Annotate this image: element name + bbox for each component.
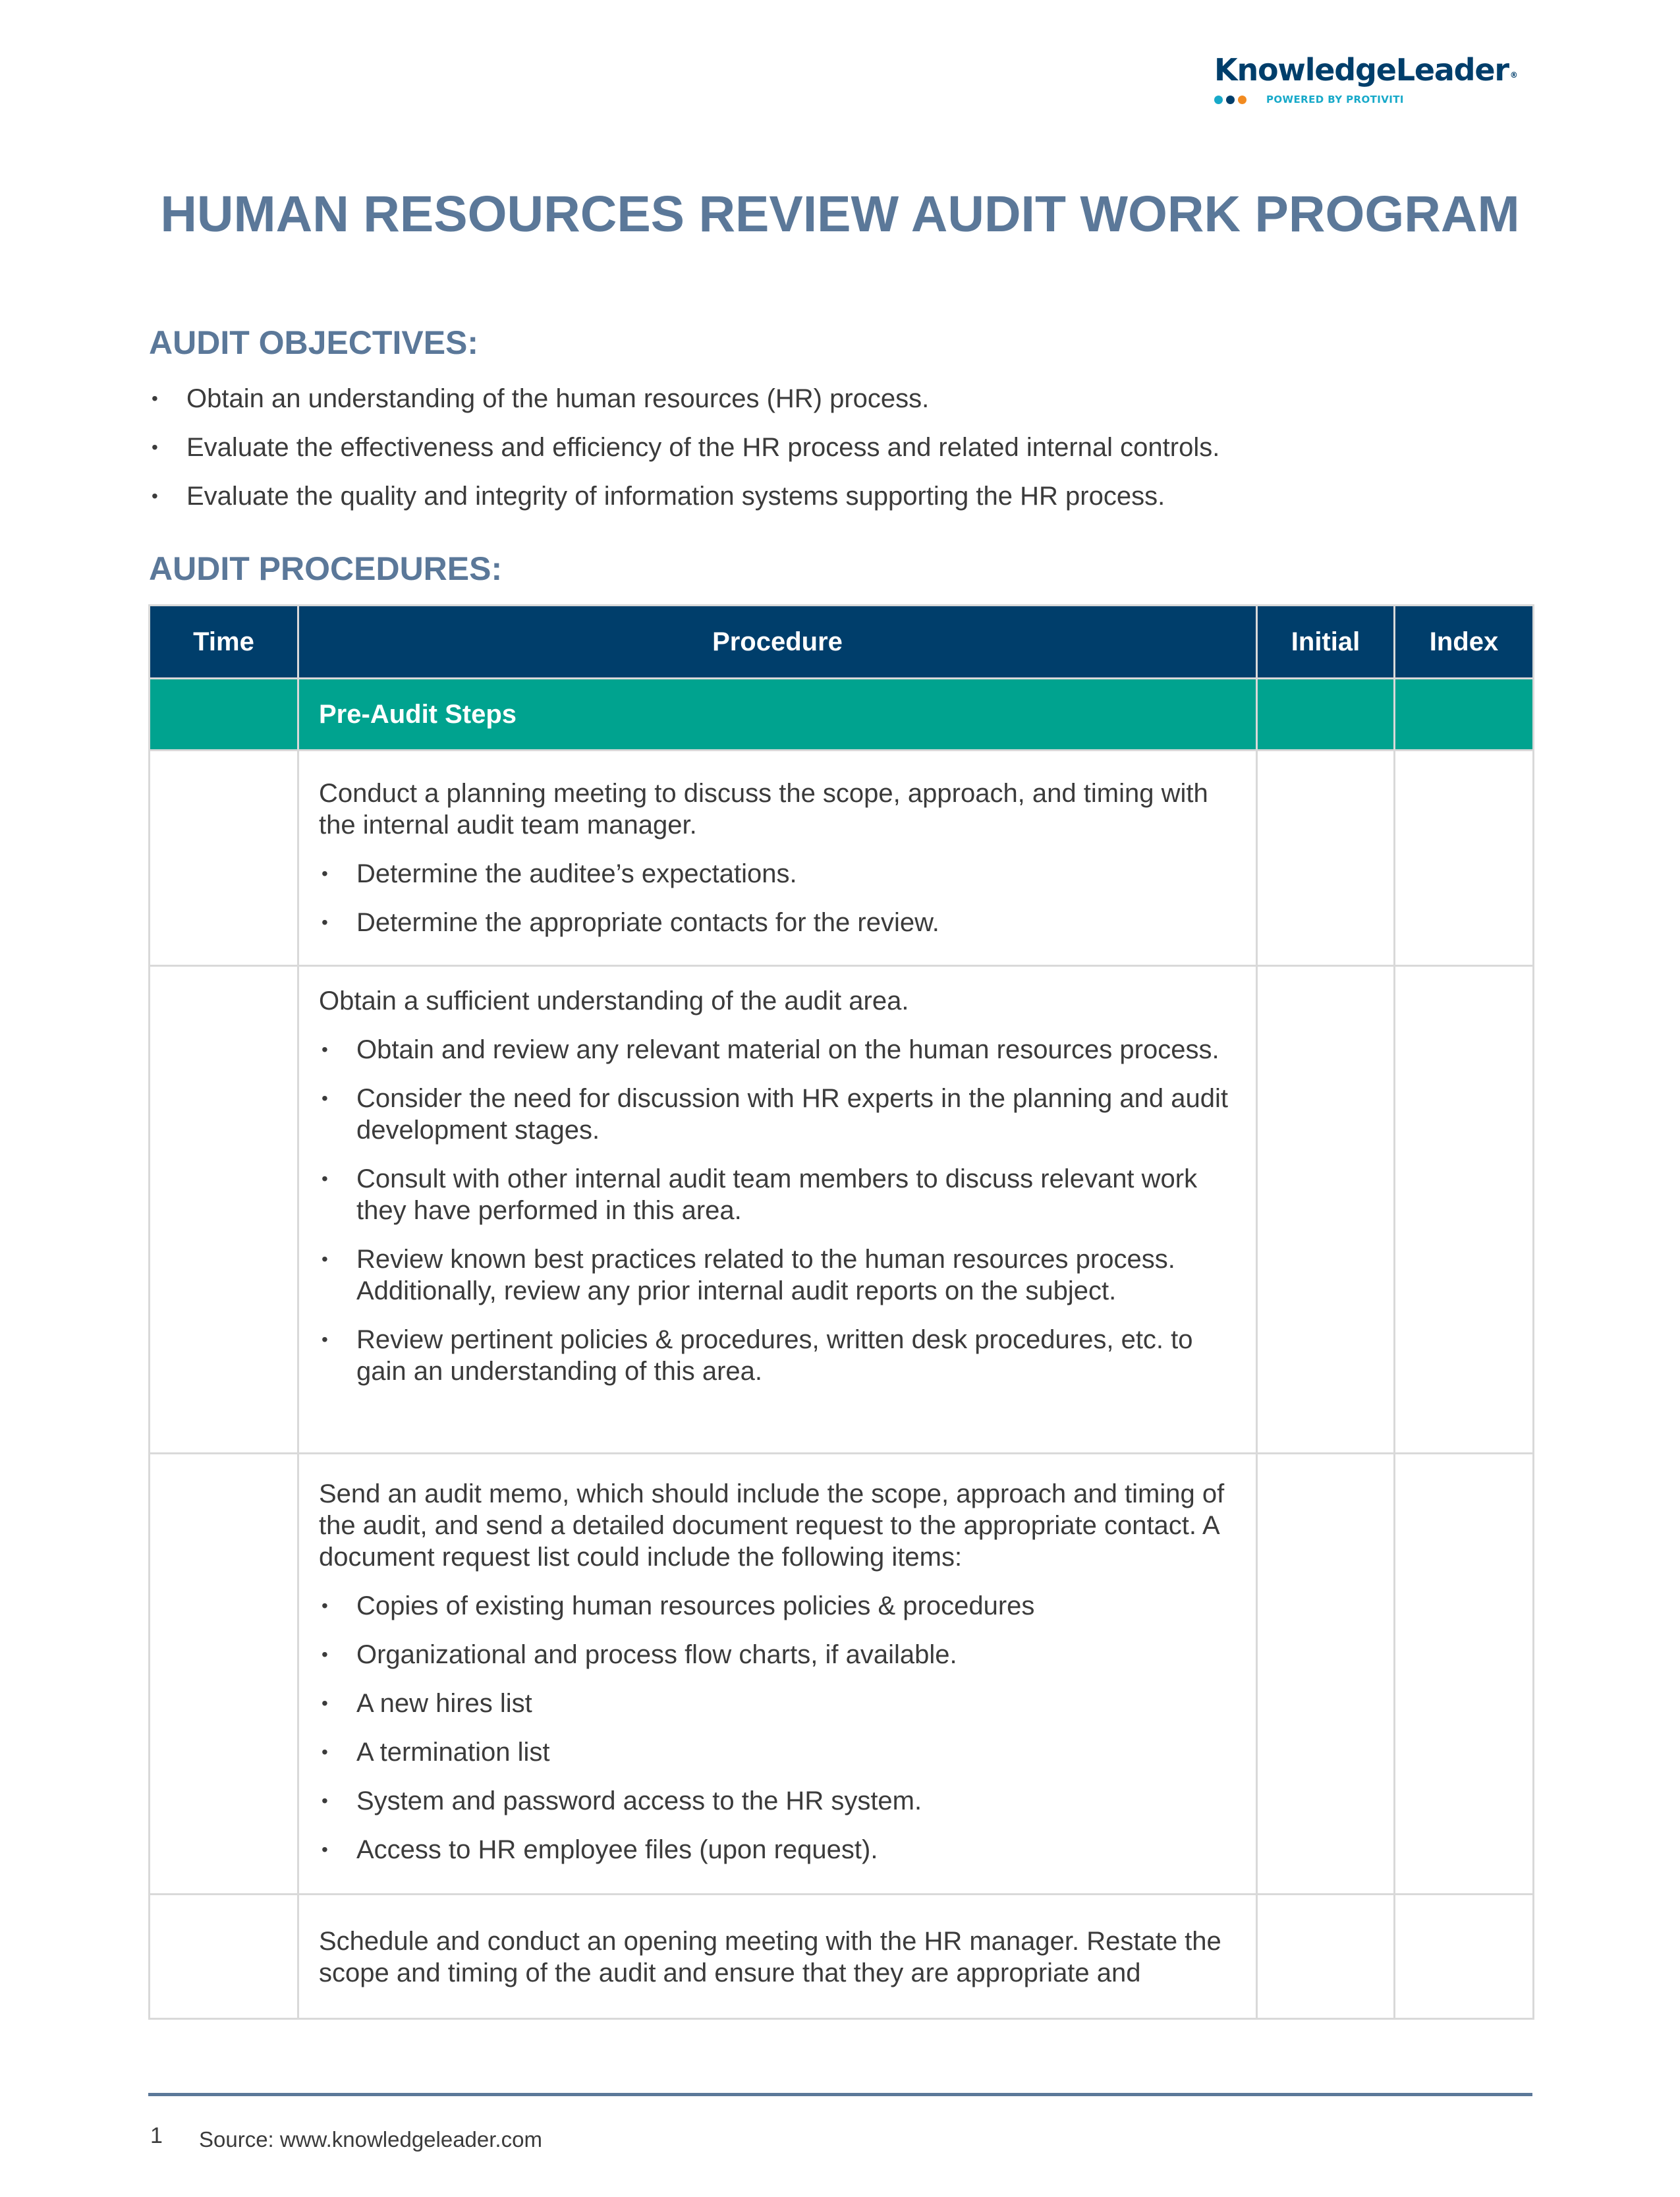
procedure-cell [298,966,1257,1454]
procedure-lead-text: Schedule and conduct an opening meeting with the HR manager. Restate the scope and timing of the audit and ensure that they are appropriate and [319,1927,1221,1987]
objectives-heading: AUDIT OBJECTIVES: [149,324,479,361]
procedure-bullet [319,1243,1236,1307]
bullet-text: Consider the need for discussion with HR experts in the planning and audit development stages. [356,1084,1229,1145]
index-cell[interactable] [1395,751,1534,966]
index-cell[interactable] [1395,966,1534,1454]
procedure-bullet [319,1590,1236,1622]
objective-text: Evaluate the quality and integrity of information systems supporting the HR process. [186,482,1165,511]
logo-wordmark-text: KnowledgeLeader [1214,52,1509,88]
knowledgeleader-logo [1214,50,1544,105]
procedure-bullet [319,1639,1236,1670]
bullet-icon: • [322,1742,328,1762]
objective-text: Evaluate the effectiveness and efficiency of the HR process and related internal controls. [186,433,1220,462]
procedure-bullet [319,1163,1236,1226]
bullet-text: Determine the auditee’s expectations. [356,859,797,888]
objective-item [149,472,1219,521]
logo-tagline-row [1214,94,1544,105]
bullet-text: Access to HR employee files (upon request). [356,1835,878,1864]
bullet-icon: • [322,1595,328,1616]
procedure-bullet [319,1736,1236,1768]
objective-item [149,374,1219,423]
procedure-cell [298,751,1257,966]
time-cell[interactable] [150,1454,298,1895]
bullet-icon: • [322,912,328,932]
bullet-icon: • [322,1790,328,1811]
bullet-text: Consult with other internal audit team members to discuss relevant work they have performed in this area. [356,1164,1198,1225]
bullet-icon: • [152,388,158,409]
section-time-cell [150,679,298,751]
initial-cell[interactable] [1257,1895,1395,2019]
bullet-text: A new hires list [356,1689,532,1718]
bullet-icon: • [322,863,328,884]
bullet-icon: • [322,1249,328,1269]
bullet-icon: • [322,1168,328,1189]
procedure-bullets [319,1590,1236,1866]
time-cell[interactable] [150,1895,298,2019]
column-header-index: Index [1395,606,1534,679]
bullet-text: Organizational and process flow charts, if available. [356,1640,957,1669]
logo-tagline: POWERED BY PROTIVITI [1266,94,1404,105]
bullet-text: Review known best practices related to the human resources process. Additionally, review any prior internal audit reports on the subject. [356,1245,1175,1305]
logo-wordmark [1214,50,1544,90]
procedure-bullet [319,907,1236,938]
page-title: HUMAN RESOURCES REVIEW AUDIT WORK PROGRAM [160,186,1520,243]
bullet-icon: • [322,1088,328,1108]
procedures-table [148,604,1534,2020]
bullet-icon: • [152,437,158,457]
procedure-cell [298,1454,1257,1895]
footer-source: Source: www.knowledgeleader.com [199,2127,542,2152]
procedure-bullet [319,1034,1236,1066]
section-index-cell [1395,679,1534,751]
procedure-bullets [319,858,1236,938]
bullet-icon: • [322,1039,328,1060]
bullet-icon: • [322,1644,328,1665]
table-header-row [150,606,1534,679]
time-cell[interactable] [150,751,298,966]
procedure-lead-text: Obtain a sufficient understanding of the audit area. [319,986,909,1015]
table-row [150,966,1534,1454]
bullet-text: Obtain and review any relevant material on the human resources process. [356,1035,1219,1064]
bullet-text: System and password access to the HR system. [356,1786,922,1815]
logo-dot-navy-icon [1226,96,1235,104]
objective-text: Obtain an understanding of the human resources (HR) process. [186,384,930,413]
footer-divider [148,2093,1532,2096]
section-label-cell [298,679,1257,751]
section-initial-cell [1257,679,1395,751]
procedure-lead-text: Conduct a planning meeting to discuss the scope, approach, and timing with the internal audit team manager. [319,779,1208,840]
procedure-bullet [319,1324,1236,1387]
table-row [150,751,1534,966]
procedure-bullets [319,1034,1236,1387]
procedure-bullet [319,1785,1236,1817]
index-cell[interactable] [1395,1895,1534,2019]
time-cell[interactable] [150,966,298,1454]
registered-mark: ® [1509,71,1517,80]
procedure-lead-text: Send an audit memo, which should include the scope, approach and timing of the audit, and send a detailed document request to the appropriate contact. A document request list could include the following items: [319,1479,1225,1572]
bullet-icon: • [322,1693,328,1713]
bullet-icon: • [322,1839,328,1860]
procedure-bullet [319,858,1236,890]
column-header-procedure: Procedure [298,606,1257,679]
logo-dot-orange-icon [1238,96,1246,104]
procedures-heading: AUDIT PROCEDURES: [149,550,503,587]
bullet-text: Review pertinent policies & procedures, written desk procedures, etc. to gain an understanding of this area. [356,1325,1193,1386]
initial-cell[interactable] [1257,1454,1395,1895]
procedure-bullet [319,1083,1236,1146]
bullet-text: Copies of existing human resources policies & procedures [356,1591,1035,1620]
objectives-list [149,374,1219,521]
initial-cell[interactable] [1257,966,1395,1454]
column-header-initial: Initial [1257,606,1395,679]
index-cell[interactable] [1395,1454,1534,1895]
page-number: 1 [150,2123,163,2148]
procedure-cell [298,1895,1257,2019]
initial-cell[interactable] [1257,751,1395,966]
logo-dot-teal-icon [1214,96,1223,104]
section-label: Pre-Audit Steps [319,699,517,729]
column-header-time: Time [150,606,298,679]
bullet-text: Determine the appropriate contacts for the review. [356,908,939,937]
objective-item [149,423,1219,472]
procedure-bullet [319,1834,1236,1866]
procedure-bullet [319,1688,1236,1719]
table-row [150,1895,1534,2019]
bullet-icon: • [152,486,158,506]
bullet-text: A termination list [356,1738,550,1767]
section-row-pre-audit [150,679,1534,751]
bullet-icon: • [322,1329,328,1350]
table-row [150,1454,1534,1895]
